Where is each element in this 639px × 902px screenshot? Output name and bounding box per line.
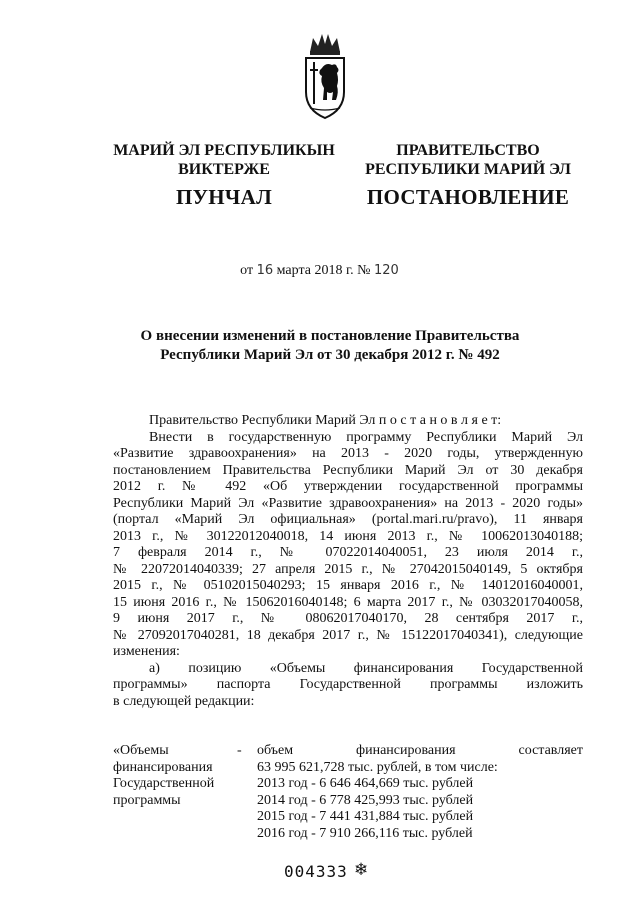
paragraph-main xyxy=(113,430,583,661)
paragraph-item-a xyxy=(113,661,583,711)
financing-value-line: 2016 год - 7 910 266,116 тыс. рублей xyxy=(257,825,473,841)
header-right xyxy=(363,141,573,207)
dateline-prefix: от xyxy=(240,263,254,278)
body-line: Внести в государственную программу Республики Марий Эл xyxy=(149,429,583,445)
financing-label xyxy=(113,743,243,809)
body-line: 2012 г. № 492 «Об утверждении государственной программы xyxy=(113,479,583,494)
dateline-month-year: марта 2018 г. № xyxy=(276,263,371,278)
form-serial-number: 004333 xyxy=(284,862,348,881)
body-line: 9 июня 2017 г., № 08062017040170, 28 сентября 2017 г., xyxy=(113,611,583,626)
body-line: 2015 г., № 05102015040293; 15 января 2016 г., № 14012016040001, xyxy=(113,578,583,593)
body-line: в следующей редакции: xyxy=(113,693,255,709)
financing-label-line: Государственной xyxy=(113,776,215,791)
body-line: 15 июня 2016 г., № 15062016040148; 6 марта 2017 г., № 03032017040058, xyxy=(113,594,583,610)
header-left-line1: МАРИЙ ЭЛ РЕСПУБЛИКЫН xyxy=(113,142,335,159)
financing-value-line: 2014 год - 6 778 425,993 тыс. рублей xyxy=(257,792,474,808)
financing-value-line: 2013 год - 6 646 464,669 тыс. рублей xyxy=(257,776,474,791)
body-line: № 22072014040339; 27 апреля 2015 г., № 27042015040149, 5 октября xyxy=(113,561,583,577)
financing-label-line: программы xyxy=(113,792,181,808)
dateline-day: 16 xyxy=(256,263,274,278)
body-line: программы» паспорта Государственной программы изложить xyxy=(113,677,583,692)
header-left-line2: ВИКТЕРЖЕ xyxy=(178,161,270,178)
body-line: «Развитие здравоохранения» на 2013 - 2020 годы, утвержденную xyxy=(113,446,583,461)
financing-value-line: объем финансирования составляет xyxy=(257,743,583,758)
body-line: 2013 г., № 30122012040018, 14 июня 2013 г., № 10062013040188; xyxy=(113,528,583,544)
title-line1: О внесении изменений в постановление Правительства xyxy=(140,328,520,344)
financing-label-line: финансирования xyxy=(113,759,213,775)
coat-of-arms-icon xyxy=(302,30,348,120)
body-line: а) позицию «Объемы финансирования Государственной xyxy=(149,660,583,676)
body-line: (портал «Марий Эл официальная» (portal.mari.ru/pravo), 11 января xyxy=(113,512,583,527)
paragraph-preamble: Правительство Республики Марий Эл п о с т а н о в л я е т: xyxy=(149,413,502,428)
financing-dash: - xyxy=(237,743,242,758)
document-body xyxy=(113,413,583,710)
body-line: Республики Марий Эл «Развитие здравоохранения» на 2013 - 2020 годы» xyxy=(113,495,583,511)
financing-value-line: 2015 год - 7 441 431,884 тыс. рублей xyxy=(257,809,474,824)
header-left xyxy=(108,141,340,207)
header-right-line1: ПРАВИТЕЛЬСТВО xyxy=(396,142,540,159)
financing-value-line: 63 995 621,728 тыс. рублей, в том числе: xyxy=(257,759,498,775)
document-title xyxy=(130,327,530,365)
body-line: постановлением Правительства Республики Марий Эл от 30 декабря xyxy=(113,462,583,478)
document-dateline xyxy=(0,263,639,279)
financing-values xyxy=(257,743,583,842)
title-line2: Республики Марий Эл от 30 декабря 2012 г. № 492 xyxy=(160,347,500,363)
body-line: изменения: xyxy=(113,644,180,659)
financing-label-line: «Объемы xyxy=(113,743,169,758)
body-line: № 27092017040281, 18 декабря 2017 г., № 15122017040341), следующие xyxy=(113,627,583,643)
header-right-line2: РЕСПУБЛИКИ МАРИЙ ЭЛ xyxy=(365,161,571,178)
snowflake-icon: ❄ xyxy=(354,860,369,880)
dateline-number: 120 xyxy=(373,263,399,278)
header-right-doc-type: ПОСТАНОВЛЕНИЕ xyxy=(366,185,570,209)
header-left-doc-type: ПУНЧАЛ xyxy=(175,185,273,209)
body-line: 7 февраля 2014 г., № 07022014040051, 23 июля 2014 г., xyxy=(113,545,583,560)
